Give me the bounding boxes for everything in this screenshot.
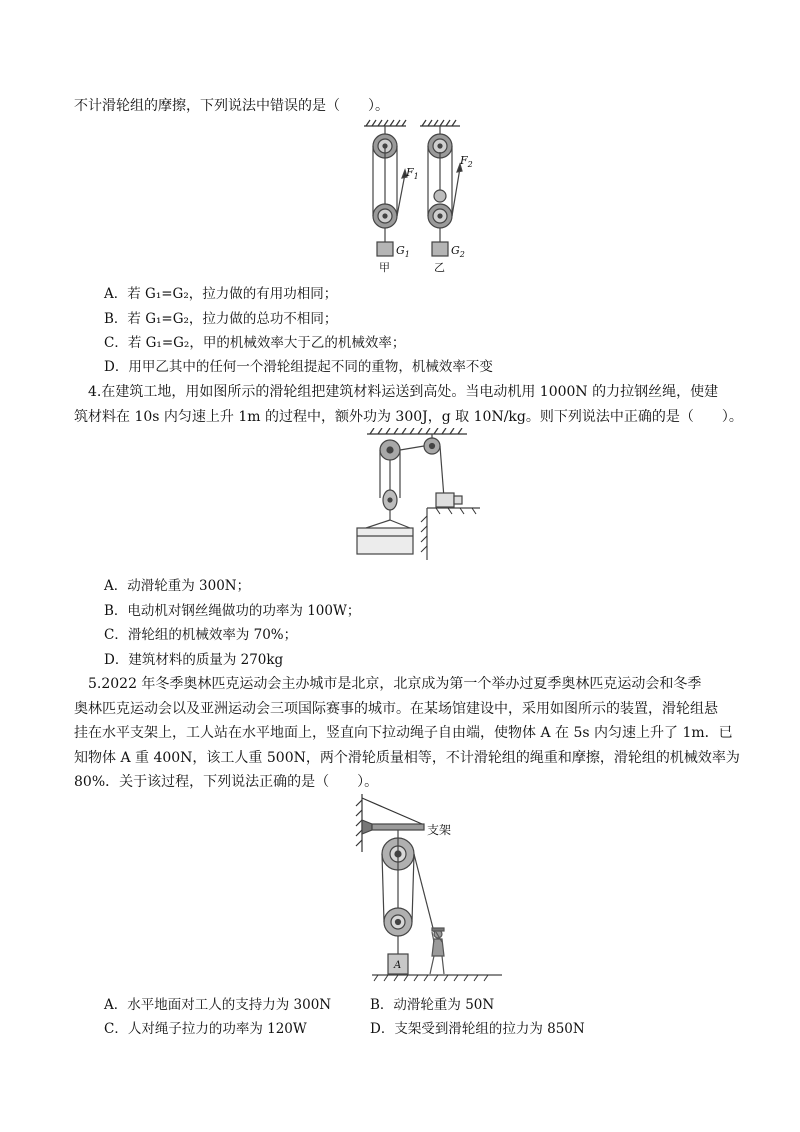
q4-option-b: B．电动机对钢丝绳做功的功率为 100W； [104,603,361,619]
q5-stem-line3: 挂在水平支架上，工人站在水平地面上，竖直向下拉动绳子自由端，使物体 A 在 5s 内匀速上升了 1m．已 [74,725,733,741]
object-a-label: A [394,960,402,971]
worker-figure [430,928,444,974]
q5-stem-line5: 80%．关于该过程，下列说法正确的是（ ）。 [74,774,379,790]
q4-option-c: C．滑轮组的机械效率为 70%； [104,627,298,643]
g2-label: $G_2$ [451,244,465,259]
f2-label: $F_2$ [460,154,473,169]
q5-stem-line2: 奥林匹克运动会以及亚洲运动会三项国际赛事的城市。在某场馆建设中，采用如图所示的装置，滑轮组悬 [74,701,718,717]
g1-label: $G_1$ [396,244,410,259]
q4-pulley-figure [352,428,482,563]
q5-option-b: B．动滑轮重为 50N [370,997,495,1013]
q3-option-c: C．若 G₁=G₂，甲的机械效率大于乙的机械效率； [104,335,406,351]
q4-stem-line2: 筑材料在 10s 内匀速上升 1m 的过程中，额外功为 300J，g 取 10N/kg。则下列说法中正确的是（ ）。 [74,409,743,425]
q3-option-a: A．若 G₁=G₂，拉力做的有用功相同； [104,286,338,302]
q5-option-c: C．人对绳子拉力的功率为 120W [104,1021,307,1037]
bracket-label: 支架 [427,823,452,837]
q3-option-d: D．用甲乙其中的任何一个滑轮组提起不同的重物，机械效率不变 [104,359,493,375]
q5-stem-line1: 5.2022 年冬季奥林匹克运动会主办城市是北京，北京成为第一个举办过夏季奥林匹克运动会和冬季 [88,676,702,692]
caption-yi: 乙 [434,261,445,274]
q3-pulley-figure [360,118,490,278]
q4-option-d: D．建筑材料的质量为 270kg [104,652,284,668]
pulley-system-jia [373,126,407,256]
q5-stem-line4: 知物体 A 重 400N，该工人重 500N，两个滑轮质量相等，不计滑轮组的绳重和摩擦，滑轮组的机械效率为 [74,750,740,766]
q5-pulley-figure [352,792,512,984]
f1-label: $F_1$ [406,166,419,181]
caption-jia: 甲 [379,261,390,274]
q5-option-a: A．水平地面对工人的支持力为 300N [104,997,332,1013]
q4-option-a: A．动滑轮重为 300N； [104,578,251,594]
q5-option-d: D．支架受到滑轮组的拉力为 850N [370,1021,585,1037]
q3-stem: 不计滑轮组的摩擦，下列说法中错误的是（ ）。 [74,98,389,114]
q4-stem-line1: 4.在建筑工地，用如图所示的滑轮组把建筑材料运送到高处。当电动机用 1000N 的力拉钢丝绳，使建 [88,384,719,400]
pulley-system-yi [428,126,462,256]
q3-option-b: B．若 G₁=G₂，拉力做的总功不相同； [104,311,338,327]
